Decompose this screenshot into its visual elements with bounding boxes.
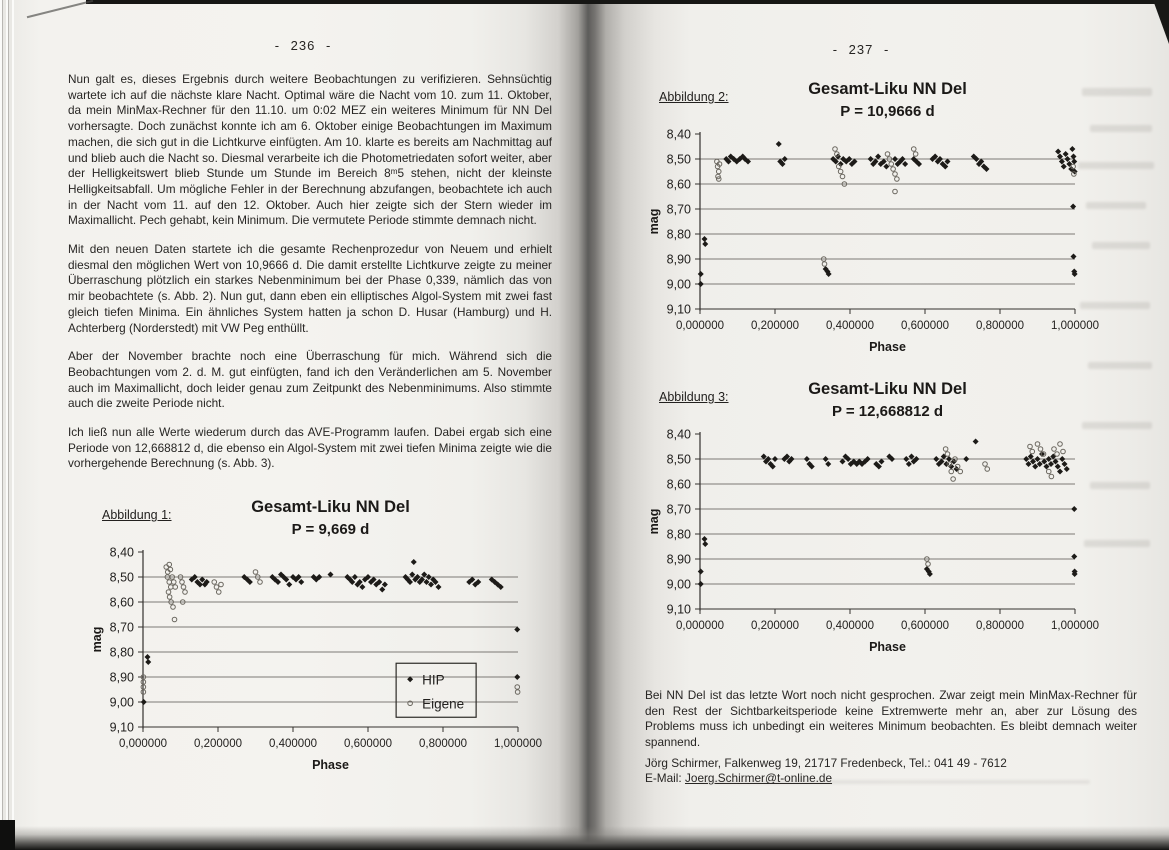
y-tick-label: 9,00: [109, 695, 134, 710]
y-axis-label: mag: [647, 208, 661, 235]
x-tick-label: 0,800000: [976, 620, 1024, 632]
y-tick-label: 8,90: [109, 670, 134, 685]
figure-label: Abbildung 2:: [659, 90, 729, 104]
scan-bottom-left-corner: [0, 820, 15, 850]
y-tick-label: 9,00: [666, 577, 691, 592]
y-tick-label: 8,70: [109, 620, 134, 635]
legend-entry-label: HIP: [422, 672, 445, 688]
x-tick-label: 1,000000: [494, 738, 542, 750]
x-tick-label: 0,600000: [901, 320, 949, 332]
figure-2-light-curve: [645, 80, 1115, 378]
chart-subtitle: P = 9,669 d: [291, 521, 370, 538]
bleedthrough-artifact: [1086, 202, 1146, 209]
x-axis-label: Phase: [869, 640, 906, 654]
email-label: E-Mail:: [645, 771, 685, 786]
chart-title: Gesamt-Liku NN Del: [808, 380, 967, 398]
x-tick-label: 0,600000: [344, 738, 392, 750]
y-tick-label: 8,80: [666, 227, 691, 242]
email-address: Joerg.Schirmer@t-online.de: [684, 771, 833, 786]
figure-label: Abbildung 3:: [659, 390, 729, 404]
y-tick-label: 8,60: [109, 595, 134, 610]
y-tick-label: 8,40: [666, 127, 691, 142]
y-axis-label: mag: [647, 508, 661, 535]
paragraph: Bei NN Del ist das letzte Wort noch nicht gesprochen. Zwar zeigt mein MinMax-Rechner für den Rest der Sichtbarkeitsperiode keine Extremwerte mehr an, aber zur Lösung des Problems muss ich unbedingt ein weiteres Minimum beobachten. Es bleibt demnach weiter spannend.: [645, 688, 1137, 750]
x-tick-label: 0,000000: [676, 320, 724, 332]
y-tick-label: 8,80: [666, 527, 691, 542]
bleedthrough-artifact: [1090, 482, 1150, 489]
bleedthrough-artifact: [1092, 242, 1150, 249]
y-tick-label: 8,50: [666, 152, 691, 167]
chart-subtitle: P = 10,9666 d: [840, 103, 935, 120]
y-tick-label: 9,10: [666, 602, 691, 617]
chart-titles: [700, 80, 1075, 120]
y-tick-label: 8,40: [109, 545, 134, 560]
bleedthrough-artifact: [1084, 540, 1150, 547]
x-tick-label: 0,800000: [419, 738, 467, 750]
light-curve-chart: [645, 424, 1110, 664]
scan-bottom-edge: [0, 826, 1169, 850]
y-tick-label: 8,70: [666, 202, 691, 217]
light-curve-chart: [88, 542, 553, 782]
x-tick-label: 0,400000: [826, 320, 874, 332]
paragraph: Aber der November brachte noch eine Überraschung für mich. Während sich die Beobachtungen vom 2. d. M. gut einfügten, fand ich den Veränderlichen am 5. November auch im Maximallicht, doch leider genau zum Zeitpunkt des Nebenminimums. Also stimmte auch die zweite Periode nicht.: [68, 349, 552, 411]
y-tick-label: 8,70: [666, 502, 691, 517]
bleedthrough-artifact: [1080, 302, 1150, 309]
figure-1-light-curve: [88, 498, 558, 796]
scan-top-edge-diagonal: [27, 0, 93, 18]
bleedthrough-artifact: [1082, 422, 1152, 429]
y-axis-label: mag: [90, 626, 104, 653]
chart-legend: [396, 663, 476, 717]
y-tick-label: 8,60: [666, 177, 691, 192]
bleedthrough-artifact: [1088, 362, 1152, 369]
y-tick-label: 8,50: [109, 570, 134, 585]
page-number-right: - 237 -: [832, 42, 890, 57]
x-tick-label: 1,000000: [1051, 320, 1099, 332]
x-tick-label: 0,200000: [751, 620, 799, 632]
email-line: [645, 771, 1007, 786]
chart-titles: [143, 498, 518, 538]
x-tick-label: 0,000000: [676, 620, 724, 632]
figure-3-light-curve: [645, 380, 1115, 678]
y-tick-label: 8,90: [666, 252, 691, 267]
y-tick-label: 8,40: [666, 427, 691, 442]
scan-left-page-edges: [0, 0, 14, 832]
scan-top-edge: [86, 0, 1169, 4]
chart-title: Gesamt-Liku NN Del: [808, 80, 967, 98]
y-tick-label: 8,60: [666, 477, 691, 492]
y-tick-label: 9,00: [666, 277, 691, 292]
series-hip: [141, 559, 521, 705]
paragraph: Nun galt es, dieses Ergebnis durch weitere Beobachtungen zu verifizieren. Sehnsüchtig wartete ich auf die nächste klare Nacht. Optimal wäre die Nacht vom 10. zum 11. Oktober, da mein MinMax-Rechner für den 11.10. um 0:02 MEZ ein weiteres Minimum für NN Del vorhersagte. Doch zunächst konnte ich am 6. Oktober einige Beobachtungen im Maximum machen, die sich gut in die Lichtkurve einfügten. Am 10. klarte es bereits am Nachmittag auf und blieb auch die Nacht so. Diesmal verarbeite ich die Photometriedaten sofort weiter, aber der Helligkeitswert blieb Stunde um Stunde im Bereich 8ᵐ5 stehen, nicht der kleinste Helligkeitsabfall. Um mögliche Fehler in der Berechnung abzufangen, beobachtete ich auch in der Nacht vom 11. auf den 12. Oktober. Auch hier zeigte sich der Stern wieder im Maximallicht. Pech gehabt, kein Minimum. Die vermutete Periode stimmte demnach nicht.: [68, 72, 552, 228]
scan-top-right-corner: [1153, 0, 1169, 44]
y-tick-label: 8,50: [666, 452, 691, 467]
figure-label: Abbildung 1:: [102, 508, 172, 522]
series-hip: [698, 439, 1078, 588]
left-page-body-text: [68, 72, 552, 496]
legend-entry-label: Eigene: [422, 696, 465, 712]
x-tick-label: 0,200000: [751, 320, 799, 332]
y-tick-label: 8,90: [666, 552, 691, 567]
x-tick-label: 0,800000: [976, 320, 1024, 332]
series-hip: [698, 141, 1078, 287]
light-curve-chart: [645, 124, 1110, 364]
bleedthrough-artifact: [1082, 88, 1152, 96]
x-tick-label: 0,000000: [119, 738, 167, 750]
x-axis-label: Phase: [312, 758, 349, 772]
x-axis-label: Phase: [869, 340, 906, 354]
bleedthrough-artifact: [1078, 162, 1154, 169]
x-tick-label: 0,400000: [826, 620, 874, 632]
x-tick-label: 0,400000: [269, 738, 317, 750]
chart-subtitle: P = 12,668812 d: [831, 403, 944, 420]
paragraph: Mit den neuen Daten startete ich die gesamte Rechenprozedur von Neuem und erhielt diesmal den möglichen Wert von 10,9666 d. Die damit erstellte Lichtkurve zeigte zu meiner Überraschung plötzlich ein starkes Nebenminimum bei der Phase 0,339, nämlich das von mir beobachtete (s. Abb. 2). Nun gut, dann eben ein elliptisches Algol-System mit zwei fast gleich tiefen Minima. Ein ähnliches System hatten ja schon D. Husar (Hamburg) und H. Achterberg (Norderstedt) mit VW Peg enthüllt.: [68, 242, 552, 335]
bleedthrough-artifact: [1090, 125, 1152, 132]
paragraph: Ich ließ nun alle Werte wiederum durch das AVE-Programm laufen. Dabei ergab sich eine Periode von 12,668812 d, die ebenso ein Algol-System mit zwei tiefen Minima zeigte wie die vorhergehende Berechnung (s. Abb. 3).: [68, 425, 552, 471]
chart-title: Gesamt-Liku NN Del: [251, 498, 410, 516]
contact-line: Jörg Schirmer, Falkenweg 19, 21717 Fredenbeck, Tel.: 041 49 - 7612: [645, 756, 1007, 770]
chart-titles: [700, 380, 1075, 420]
x-tick-label: 0,200000: [194, 738, 242, 750]
x-tick-label: 0,600000: [901, 620, 949, 632]
x-tick-label: 1,000000: [1051, 620, 1099, 632]
right-page-closing-text: [645, 688, 1137, 764]
bleedthrough-artifact: [700, 780, 1090, 784]
page-number-left: - 236 -: [274, 38, 332, 53]
y-tick-label: 9,10: [666, 302, 691, 317]
y-tick-label: 9,10: [109, 720, 134, 735]
y-tick-label: 8,80: [109, 645, 134, 660]
